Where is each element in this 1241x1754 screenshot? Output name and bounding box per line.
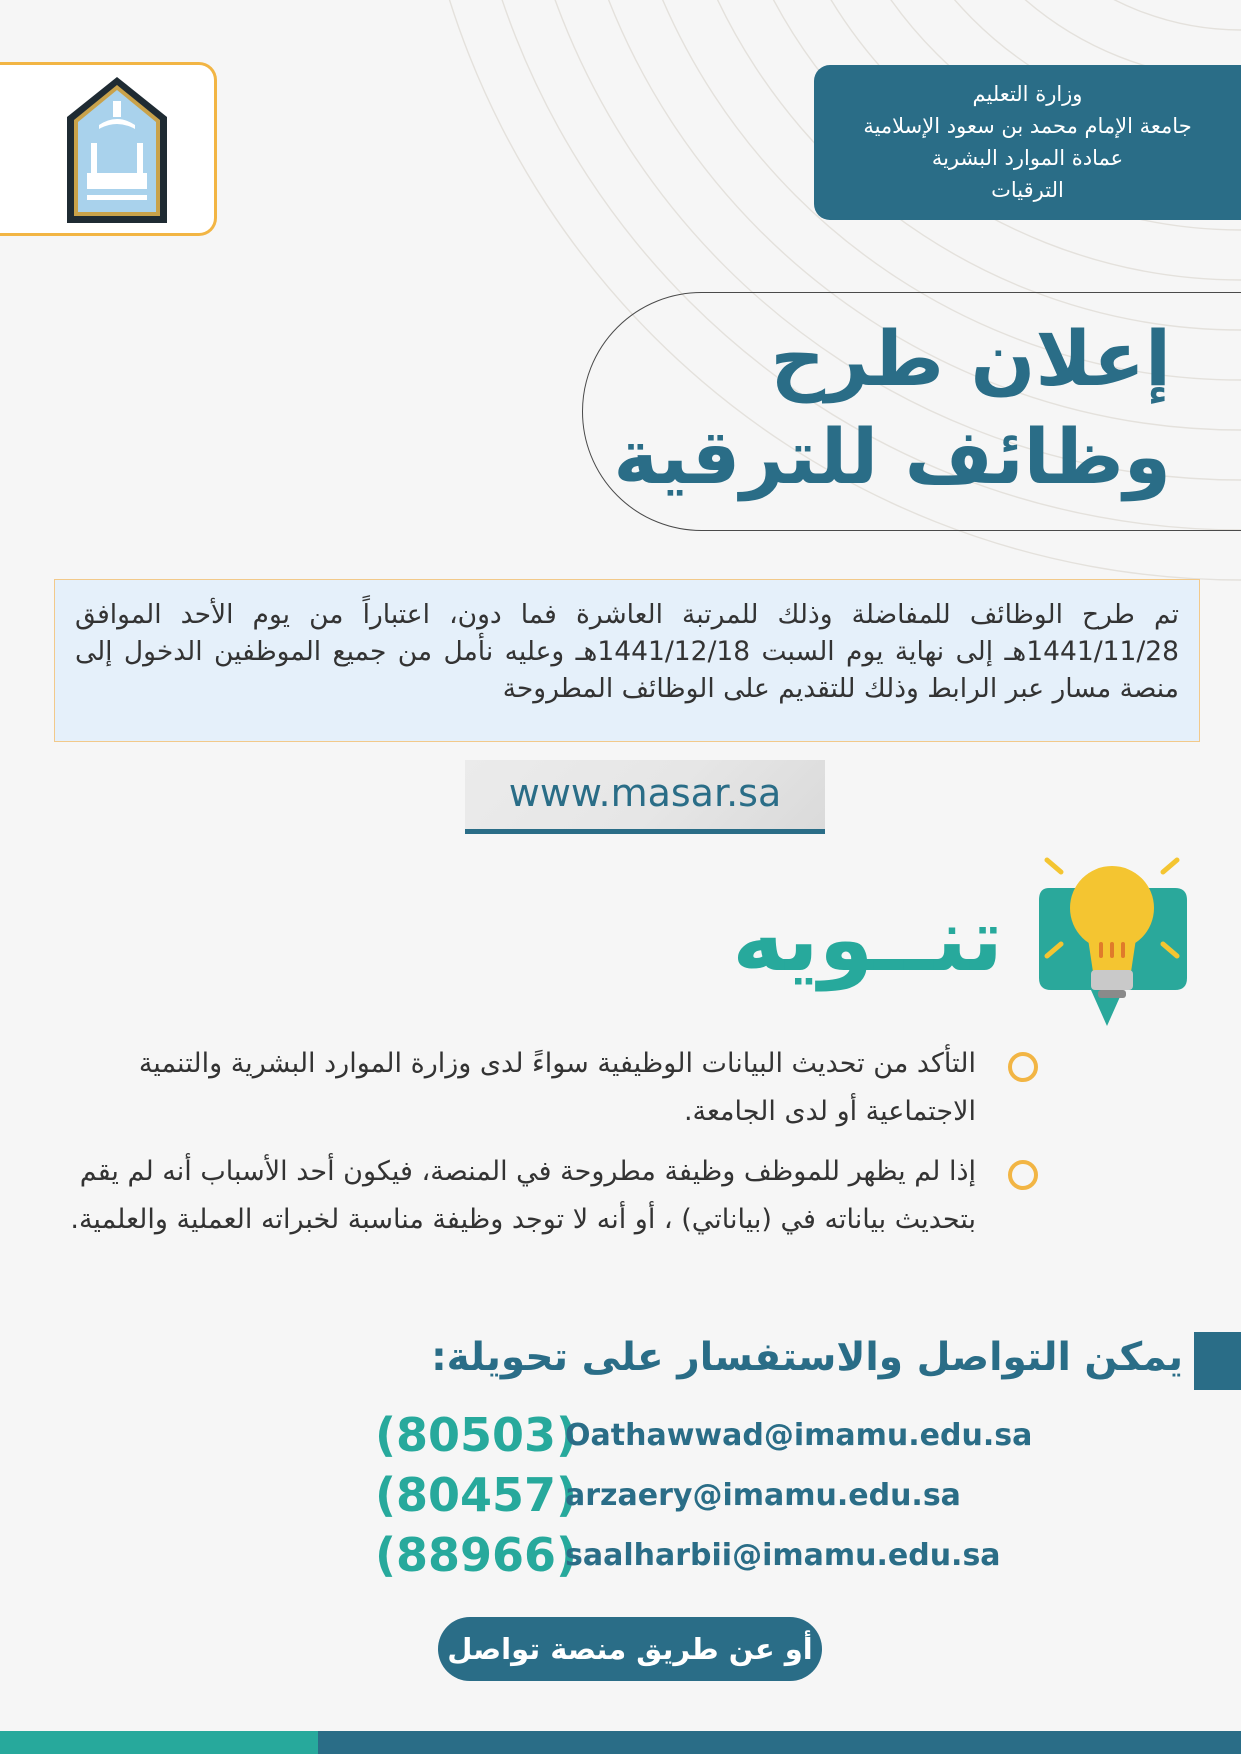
bullet-circle-icon xyxy=(1008,1052,1038,1082)
list-item: التأكد من تحديث البيانات الوظيفية سواءً لدى وزارة الموارد البشرية والتنمية الاجتماعية أو لدى الجامعة. xyxy=(60,1040,1140,1136)
organization-header xyxy=(814,65,1241,220)
lightbulb-icon xyxy=(1035,848,1190,1028)
university-seal-icon xyxy=(63,73,171,229)
contact-row xyxy=(375,1525,1032,1585)
org-deanship: عمادة الموارد البشرية xyxy=(931,146,1124,170)
org-university: جامعة الإمام محمد بن سعود الإسلامية xyxy=(863,114,1192,138)
alert-bullets xyxy=(60,1040,1140,1256)
page-title xyxy=(571,310,1171,506)
org-department: الترقيات xyxy=(991,178,1064,202)
tawasol-platform-button[interactable]: أو عن طريق منصة تواصل xyxy=(438,1617,822,1681)
extension-number: (80457) xyxy=(375,1468,578,1522)
title-line-2: وظائف للترقية xyxy=(613,412,1171,501)
org-ministry: وزارة التعليم xyxy=(972,82,1083,106)
footer-stripe-blue xyxy=(318,1731,1241,1754)
contact-accent-bar xyxy=(1194,1332,1241,1390)
logo-card xyxy=(0,62,217,236)
contact-row xyxy=(375,1405,1032,1465)
masar-link[interactable]: www.masar.sa xyxy=(465,760,825,834)
alert-heading: تنــويه xyxy=(732,888,1003,991)
contact-list xyxy=(375,1405,1032,1585)
extension-number: (80503) xyxy=(375,1408,578,1462)
list-item: إذا لم يظهر للموظف وظيفة مطروحة في المنصة، فيكون أحد الأسباب أنه لم يقم بتحديث بياناته في (بياناتي) ، أو أنه لا توجد وظيفة مناسبة لخبراته العملية والعلمية. xyxy=(60,1148,1140,1244)
extension-number: (88966) xyxy=(375,1528,578,1582)
footer-stripe-teal xyxy=(0,1731,318,1754)
contact-email[interactable]: Oathawwad@imamu.edu.sa xyxy=(565,1417,1033,1453)
contact-row xyxy=(375,1465,1032,1525)
contact-heading: يمكن التواصل والاستفسار على تحويلة: xyxy=(431,1335,1183,1380)
title-line-1: إعلان طرح xyxy=(770,314,1171,403)
notice-paragraph: تم طرح الوظائف للمفاضلة وذلك للمرتبة العاشرة فما دون، اعتباراً من يوم الأحد الموافق 1441/11/28هـ إلى نهاية يوم السبت 1441/12/18هـ وعليه نأمل من جميع الموظفين الدخول إلى منصة مسار عبر الرابط وذلك للتقديم على الوظائف المطروحة xyxy=(54,579,1200,742)
bullet-circle-icon xyxy=(1008,1160,1038,1190)
contact-email[interactable]: arzaery@imamu.edu.sa xyxy=(565,1477,961,1513)
contact-email[interactable]: saalharbii@imamu.edu.sa xyxy=(565,1537,1001,1573)
